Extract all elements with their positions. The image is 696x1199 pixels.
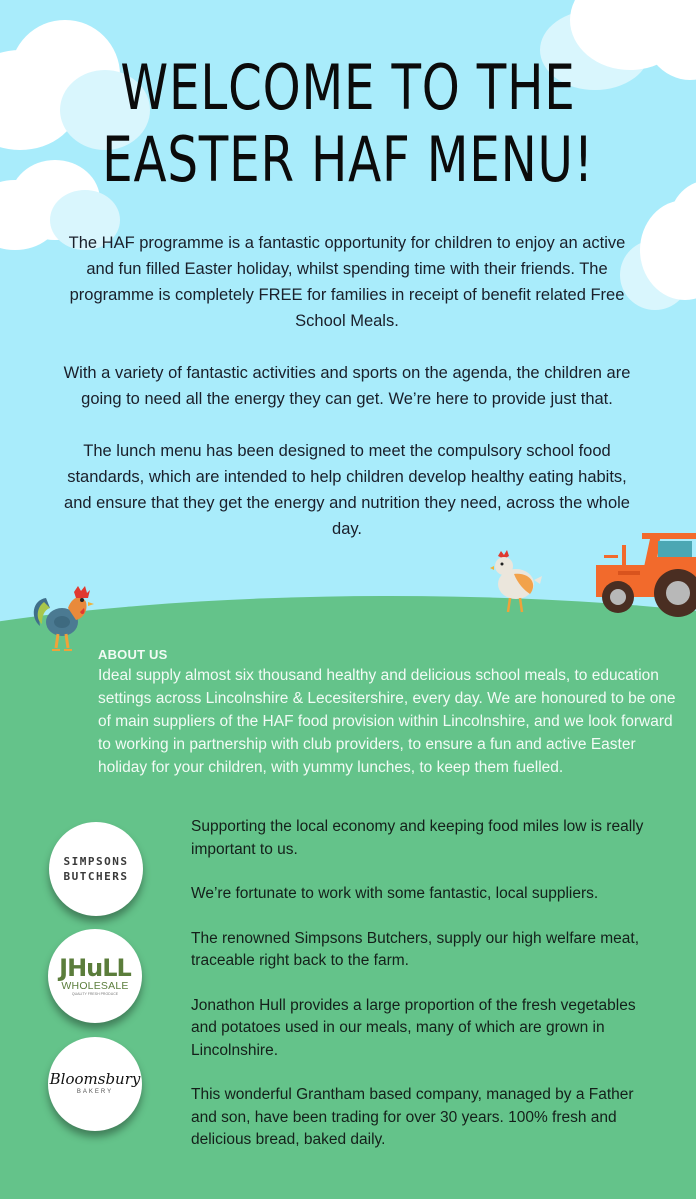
- intro-section: [62, 230, 632, 568]
- logo-text: BAKERY: [76, 1089, 114, 1095]
- bloomsbury-bakery-logo: [48, 1037, 142, 1131]
- about-us-body: Ideal supply almost six thousand healthy and delicious school meals, to education settings across Lincolnshire & Lecesitershire, every day. We are honoured to be one of main suppliers of the HAF food provision within Lincolnshire, and we look forward to working in partnership with club providers, to ensure a fun and active Easter holiday for your children, with yummy lunches, to keep them fuelled.: [98, 667, 676, 776]
- logo-tagline: QUALITY FRESH PRODUCE: [71, 991, 119, 996]
- tractor-icon: [592, 527, 696, 619]
- rooster-icon: [28, 578, 98, 654]
- logo-text: Bloomsbury: [49, 1070, 141, 1088]
- suppliers-section: [191, 816, 661, 1174]
- logo-text: SIMPSONS: [63, 855, 129, 868]
- intro-paragraph: With a variety of fantastic activities and sports on the agenda, the children are going to need all the energy they can get. We’re here to provide just that.: [63, 364, 631, 408]
- page-title: [0, 52, 696, 196]
- intro-paragraph: The lunch menu has been designed to meet the compulsory school food standards, which are intended to help children develop healthy eating habits, and ensure that they get the energy and nutrition they need, across the whole day.: [64, 442, 630, 538]
- title-line-2: EASTER HAF MENU!: [102, 123, 594, 196]
- about-us-heading: ABOUT US: [98, 647, 168, 662]
- about-us-section: [98, 646, 678, 779]
- suppliers-paragraph: We’re fortunate to work with some fantastic, local suppliers.: [191, 885, 599, 902]
- suppliers-paragraph: This wonderful Grantham based company, managed by a Father and son, have been trading for over 30 years. 100% fresh and delicious bread, baked daily.: [191, 1086, 634, 1148]
- logo-text: WHOLESALE: [61, 979, 129, 992]
- jhull-wholesale-logo: [48, 929, 142, 1023]
- logo-text: JHuLL: [59, 953, 131, 982]
- title-line-1: WELCOME TO THE: [120, 51, 576, 124]
- hen-icon: [490, 550, 548, 618]
- simpsons-butchers-logo: [49, 822, 143, 916]
- logo-text: BUTCHERS: [63, 870, 129, 883]
- intro-paragraph: The HAF programme is a fantastic opportunity for children to enjoy an active and fun filled Easter holiday, whilst spending time with their friends. The programme is completely FREE for families in receipt of benefit related Free School Meals.: [68, 234, 626, 330]
- suppliers-paragraph: Jonathon Hull provides a large proportion of the fresh vegetables and potatoes used in our meals, many of which are grown in Lincolnshire.: [191, 996, 636, 1059]
- suppliers-paragraph: The renowned Simpsons Butchers, supply our high welfare meat, traceable right back to the farm.: [191, 929, 640, 969]
- suppliers-paragraph: Supporting the local economy and keeping food miles low is really important to us.: [191, 818, 644, 858]
